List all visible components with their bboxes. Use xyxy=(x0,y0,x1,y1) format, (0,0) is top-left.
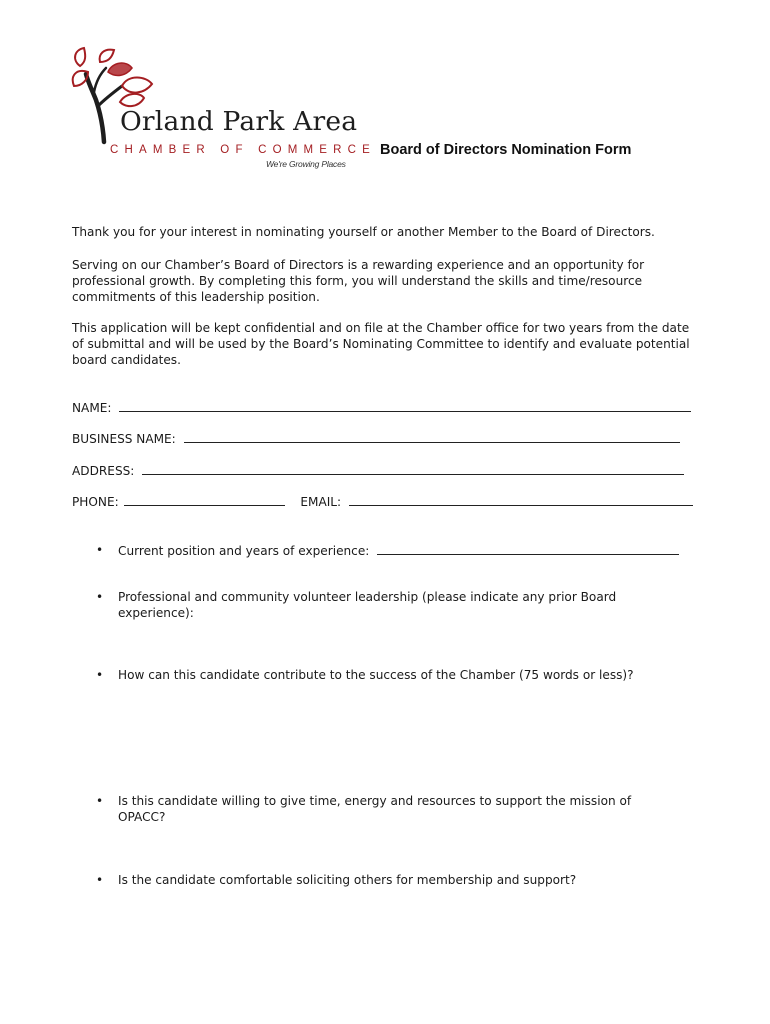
phone-input-line[interactable] xyxy=(124,493,285,506)
name-input-line[interactable] xyxy=(119,399,691,412)
experience-input-line[interactable] xyxy=(377,542,679,555)
bullet-point: • xyxy=(96,794,104,808)
confidential-paragraph: This application will be kept confidential and on file at the Chamber office for two years from the date of submittal and will be used by the Board’s Nominating Committee to identify and evaluate potential board candidates. xyxy=(72,321,690,368)
chamber-logo xyxy=(70,46,377,176)
logo-tagline: We're Growing Places xyxy=(266,159,346,169)
address-label: ADDRESS: xyxy=(72,464,135,478)
bullet-point: • xyxy=(96,543,104,557)
form-title: Board of Directors Nomination Form xyxy=(380,142,632,158)
business-name-field xyxy=(72,430,680,448)
bullet-point: • xyxy=(96,873,104,887)
phone-label: PHONE: xyxy=(72,495,119,509)
name-label: NAME: xyxy=(72,401,112,415)
business-name-input-line[interactable] xyxy=(184,430,680,443)
email-input-line[interactable] xyxy=(349,493,693,506)
question-experience-text: Current position and years of experience: xyxy=(118,544,370,558)
bullet-point: • xyxy=(96,590,104,604)
question-soliciting: Is the candidate comfortable soliciting others for membership and support? xyxy=(118,873,577,887)
address-field xyxy=(72,462,684,480)
logo-subtitle: CHAMBER OF COMMERCE xyxy=(110,144,377,156)
intro-paragraph: Thank you for your interest in nominating yourself or another Member to the Board of Directors. xyxy=(72,225,655,239)
business-name-label: BUSINESS NAME: xyxy=(72,432,176,446)
phone-email-field xyxy=(72,493,693,511)
question-contribution: How can this candidate contribute to the success of the Chamber (75 words or less)? xyxy=(118,668,634,682)
email-label: EMAIL: xyxy=(300,495,342,509)
question-leadership: Professional and community volunteer leadership (please indicate any prior Board experience): xyxy=(118,590,617,621)
question-willingness: Is this candidate willing to give time, energy and resources to support the mission of OPACC? xyxy=(118,794,632,825)
address-input-line[interactable] xyxy=(142,462,684,475)
logo-title: Orland Park Area xyxy=(120,106,358,137)
question-experience xyxy=(118,542,693,559)
name-field xyxy=(72,399,691,417)
bullet-point: • xyxy=(96,668,104,682)
serving-paragraph: Serving on our Chamber’s Board of Directors is a rewarding experience and an opportunity for professional growth. By completing this form, you will understand the skills and time/resource commitments of this leadership position. xyxy=(72,258,645,305)
